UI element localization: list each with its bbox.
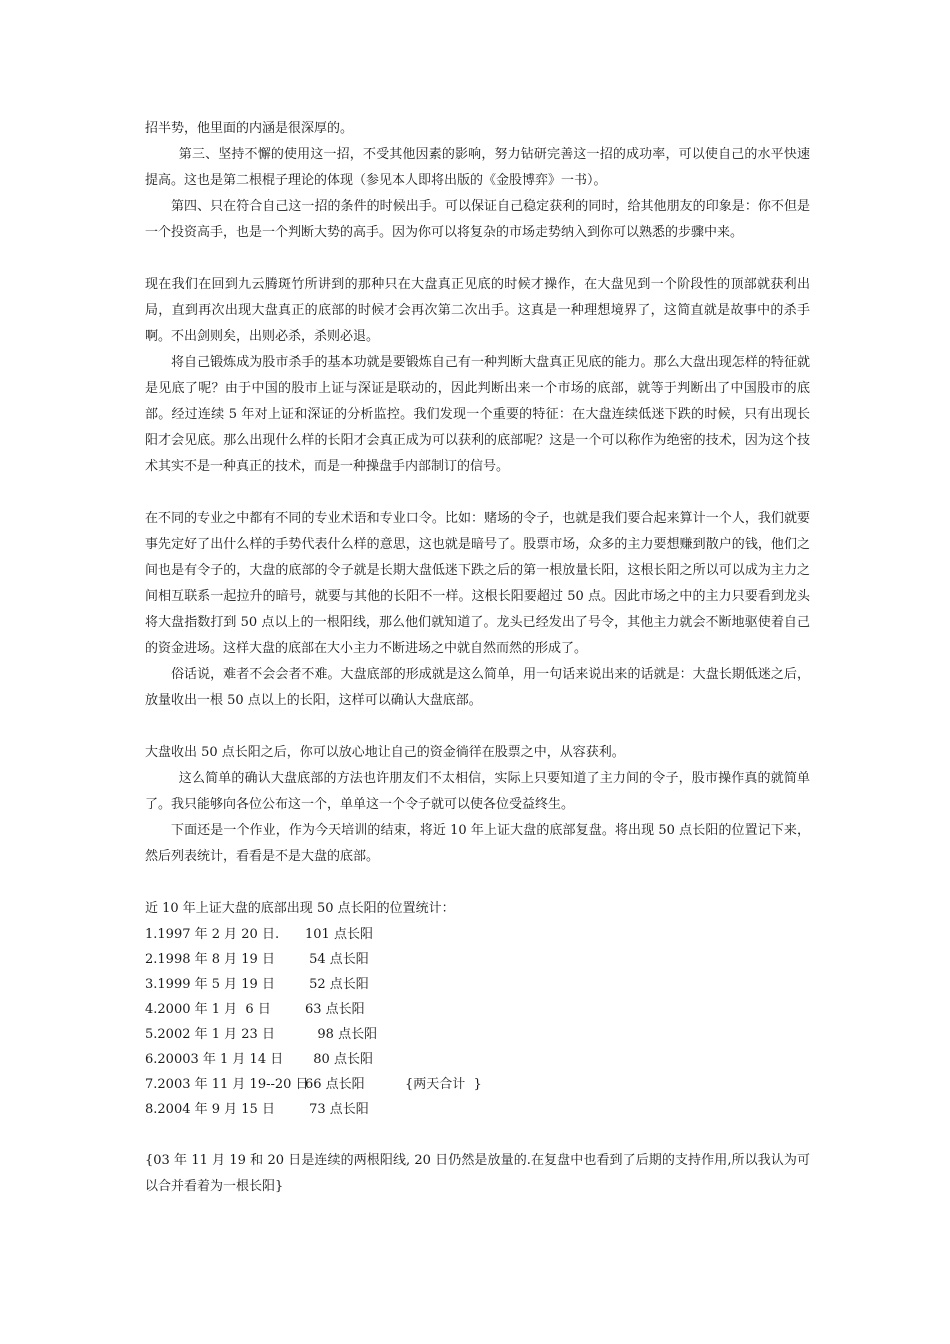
paragraph-gap (145, 714, 810, 740)
record-date: 8.2004 年 9 月 15 日 (145, 1102, 275, 1117)
record-value: 98 点长阳 (305, 1027, 378, 1042)
record-date: 4.2000 年 1 月 6 日 (145, 1002, 271, 1017)
record-note: {两天合计 } (405, 1077, 482, 1092)
list-item (145, 1047, 810, 1072)
paragraph: 俗话说，难者不会会者不难。大盘底部的形成就是这么简单，用一句话来说出来的话就是：大盘长期低迷之后，放量收出一根 50 点以上的长阳，这样可以确认大盘底部。 (145, 667, 810, 708)
record-value: 66 点长阳 (305, 1077, 365, 1092)
paragraph-gap (145, 1122, 810, 1148)
document-page (145, 116, 810, 1200)
paragraph: 招半势，他里面的内涵是很深厚的。 (145, 121, 354, 136)
list-item (145, 972, 810, 997)
paragraph: 第四、只在符合自己这一招的条件的时候出手。可以保证自己稳定获利的同时，给其他朋友的印象是：你不但是一个投资高手，也是一个判断大势的高手。因为你可以将复杂的市场走势纳入到你可以熟悉的步骤中来。 (145, 199, 810, 240)
paragraph: 在不同的专业之中都有不同的专业术语和专业口令。比如：赌场的令子，也就是我们要合起来算计一个人，我们就要事先定好了出什么样的手势代表什么样的意思，这也就是暗号了。股票市场，众多的主力要想赚到散户的钱，他们之间也是有令子的，大盘的底部的令子就是长期大盘低迷下跌之后的第一根放量长阳，这根长阳之所以可以成为主力之间相互联系一起拉升的暗号，就要与其他的长阳不一样。这根长阳要超过 50 点。因此市场之中的主力只要看到龙头将大盘指数打到 50 点以上的一根阳线，那么他们就知道了。龙头已经发出了号令，其他主力就会不断地驱使着自己的资金进场。这样大盘的底部在大小主力不断进场之中就自然而然的形成了。 (145, 511, 810, 656)
paragraph: 第三、坚持不懈的使用这一招，不受其他因素的影响，努力钻研完善这一招的成功率，可以使自己的水平快速提高。这也是第二根棍子理论的体现（参见本人即将出版的《金股博弈》一书）。 (145, 147, 810, 188)
list-title: 近 10 年上证大盘的底部出现 50 点长阳的位置统计： (145, 901, 455, 916)
record-value: 101 点长阳 (305, 927, 373, 942)
record-date: 7.2003 年 11 月 19--20 日 (145, 1077, 309, 1092)
list-item (145, 947, 810, 972)
record-value: 54 点长阳 (305, 952, 369, 967)
paragraph-gap (145, 480, 810, 506)
list-item (145, 997, 810, 1022)
record-value: 63 点长阳 (305, 1002, 365, 1017)
records-list (145, 922, 810, 1122)
record-date: 3.1999 年 5 月 19 日 (145, 977, 275, 992)
paragraph-gap (145, 246, 810, 272)
list-item (145, 1022, 810, 1047)
list-item (145, 922, 810, 947)
paragraph: 将自己锻炼成为股市杀手的基本功就是要锻炼自己有一种判断大盘真正见底的能力。那么大盘出现怎样的特征就是见底了呢？由于中国的股市上证与深证是联动的，因此判断出来一个市场的底部，就等于判断出了中国股市的底部。经过连续 5 年对上证和深证的分析监控。我们发现一个重要的特征：在大盘连续低迷下跌的时候，只有出现长阳才会见底。那么出现什么样的长阳才会真正成为可以获利的底部呢？这是一个可以称作为绝密的技术，因为这个技术其实不是一种真正的技术，而是一种操盘手内部制订的信号。 (145, 355, 810, 474)
list-item (145, 1097, 810, 1122)
record-date: 6.20003 年 1 月 14 日 (145, 1052, 284, 1067)
paragraph: 现在我们在回到九云腾斑竹所讲到的那种只在大盘真正见底的时候才操作，在大盘见到一个阶段性的顶部就获利出局，直到再次出现大盘真正的底部的时候才会再次第二次出手。这真是一种理想境界了，这简直就是故事中的杀手啊。不出剑则矣，出则必杀，杀则必退。 (145, 277, 810, 344)
paragraph: 下面还是一个作业，作为今天培训的结束，将近 10 年上证大盘的底部复盘。将出现 50 点长阳的位置记下来，然后列表统计，看看是不是大盘的底部。 (145, 823, 810, 864)
list-item (145, 1072, 810, 1097)
record-value: 80 点长阳 (305, 1052, 373, 1067)
record-date: 1.1997 年 2 月 20 日. (145, 927, 280, 942)
record-date: 5.2002 年 1 月 23 日 (145, 1027, 275, 1042)
record-date: 2.1998 年 8 月 19 日 (145, 952, 275, 967)
record-value: 73 点长阳 (305, 1102, 369, 1117)
paragraph-gap (145, 870, 810, 896)
footnote: {03 年 11 月 19 和 20 日是连续的两根阳线, 20 日仍然是放量的.在复盘中也看到了后期的支持作用,所以我认为可以合并看着为一根长阳} (145, 1153, 810, 1194)
paragraph: 这么简单的确认大盘底部的方法也许朋友们不太相信，实际上只要知道了主力间的令子，股市操作真的就简单了。我只能够向各位公布这一个，单单这一个令子就可以使各位受益终生。 (145, 771, 810, 812)
record-value: 52 点长阳 (305, 977, 369, 992)
paragraph: 大盘收出 50 点长阳之后，你可以放心地让自己的资金徜徉在股票之中，从容获利。 (145, 745, 625, 760)
